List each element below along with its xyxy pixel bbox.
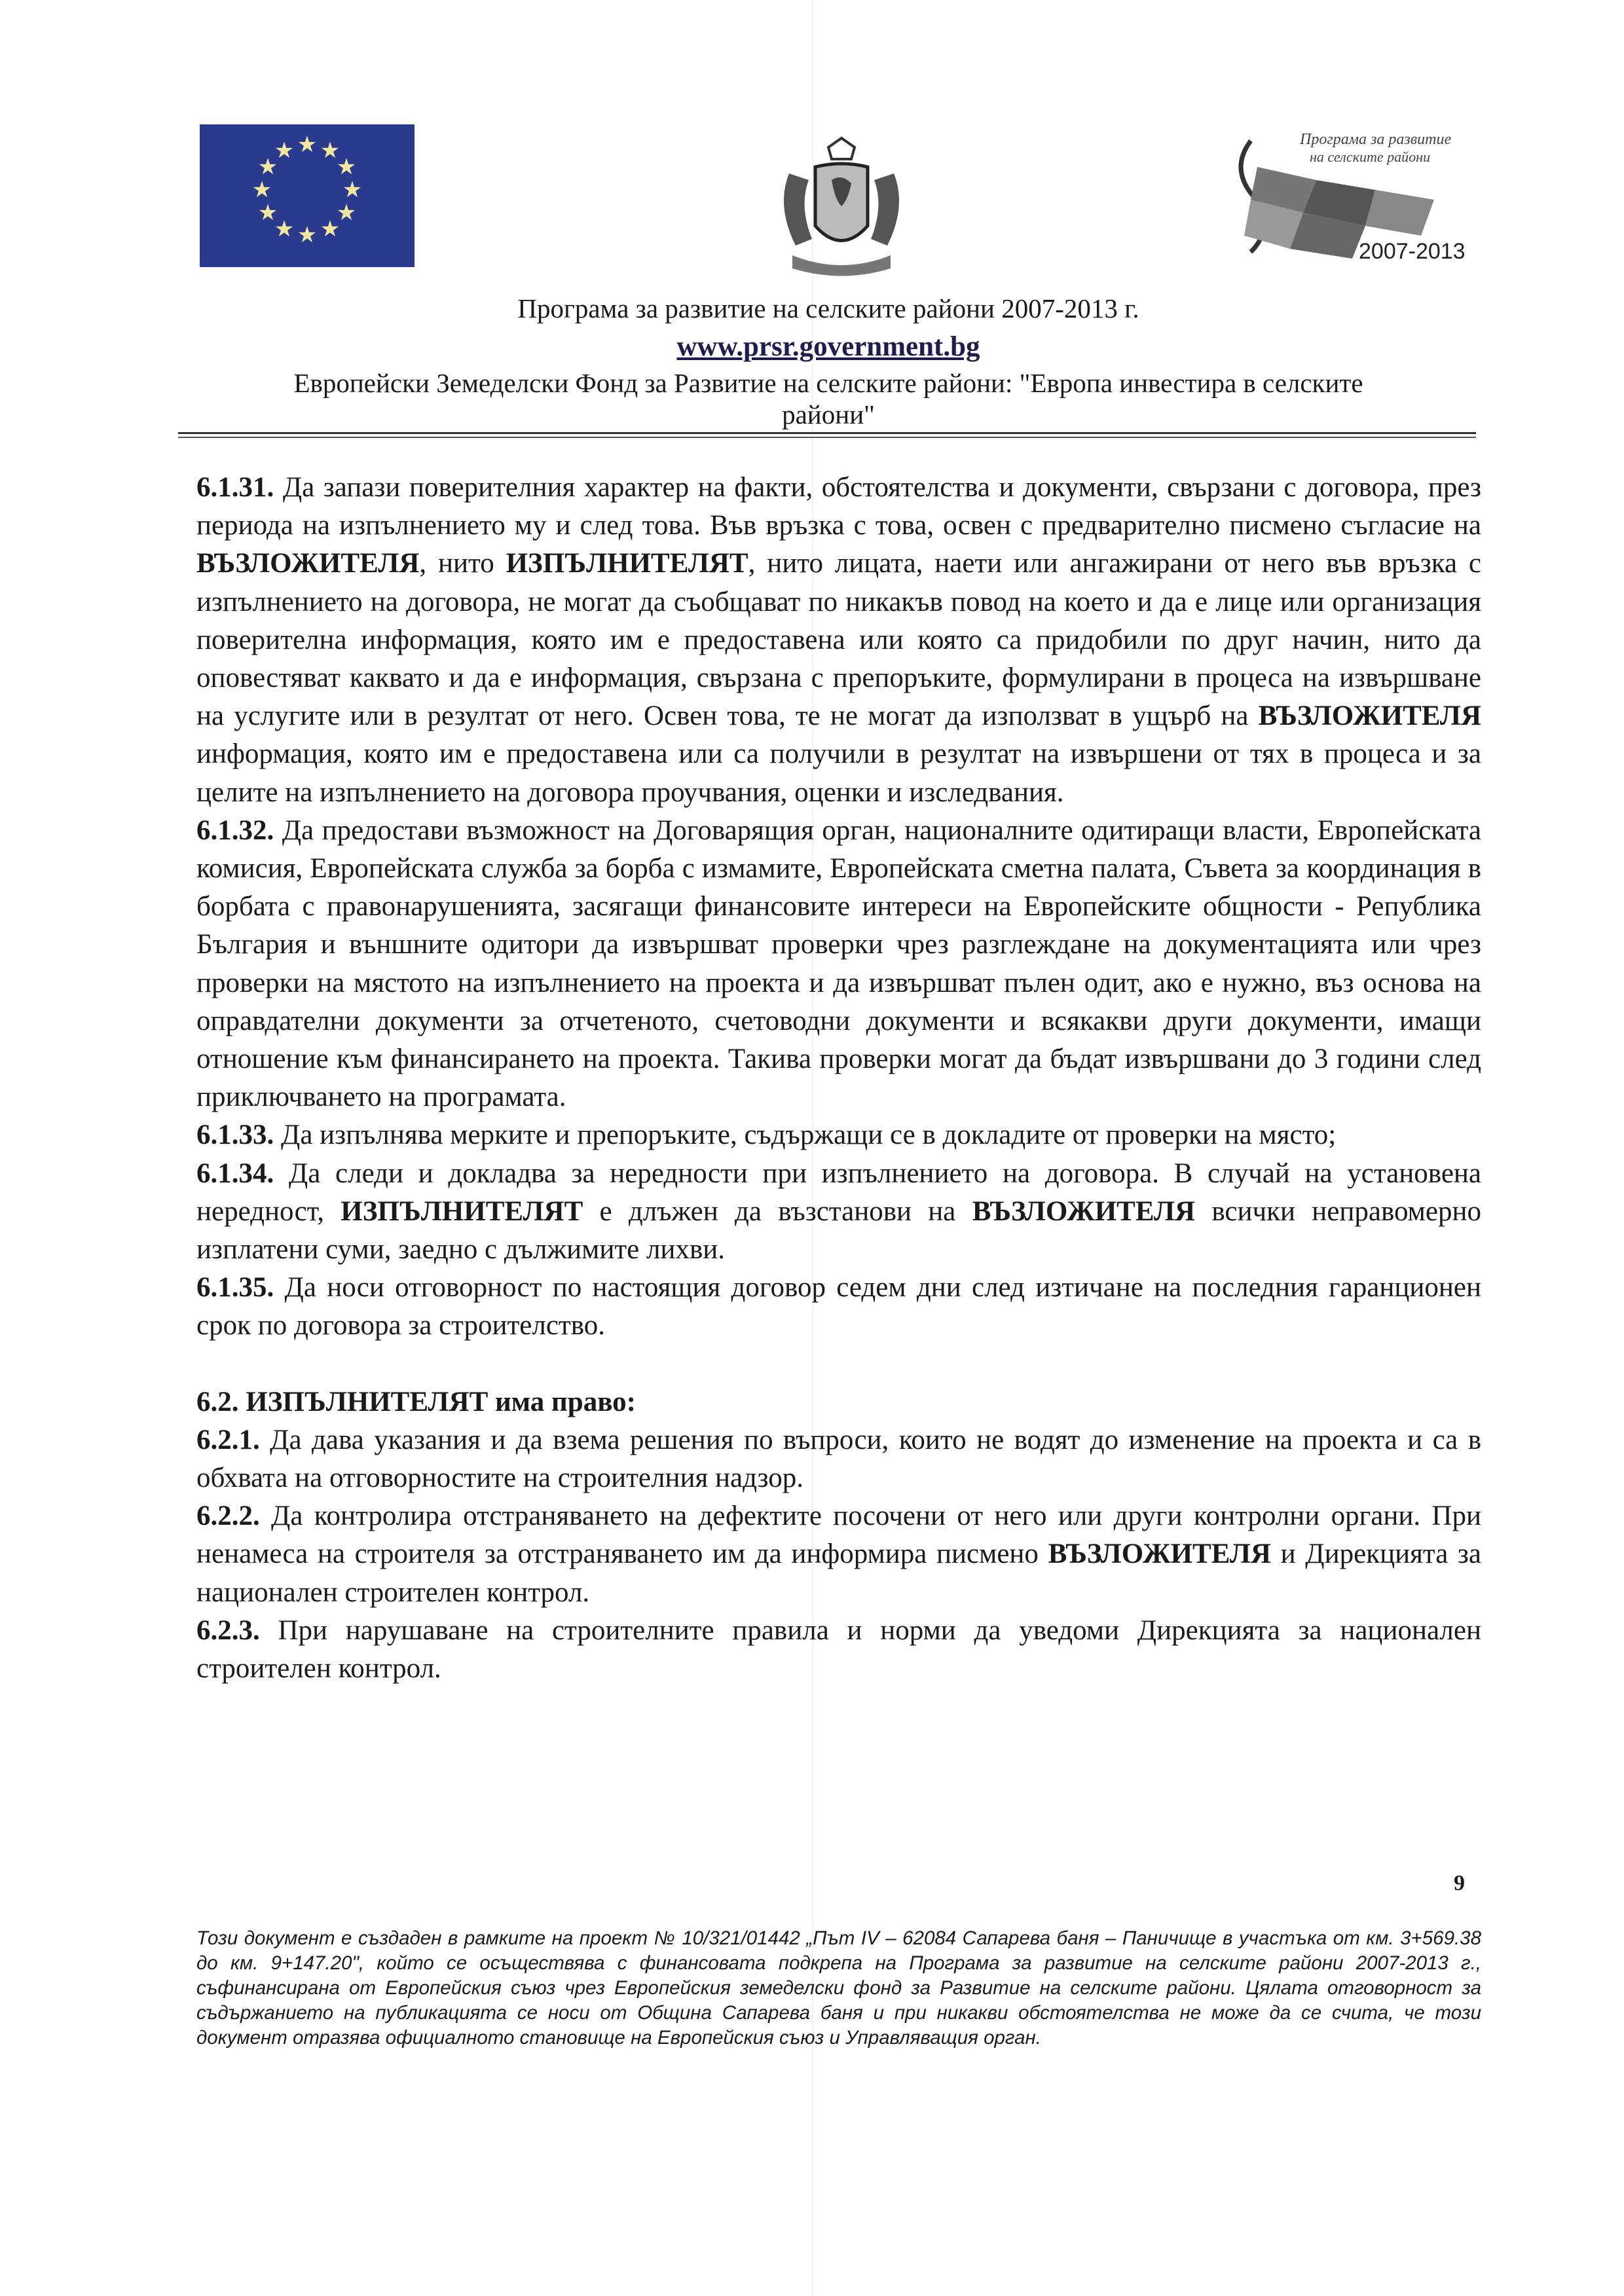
clause-paragraph	[196, 1612, 1481, 1688]
section-heading-6-2	[196, 1383, 1481, 1421]
footer-disclaimer: Този документ е създаден в рамките на проект № 10/321/01442 „Път IV – 62084 Сапарева баня – Паничище в участъка от км. 3+569.38 до км. 9+147.20", който се осъществява с финансовата подкрепа на Програма за развитие на селските райони 2007-2013 г., съфинансирана от Европейския съюз чрез Европейския земеделски фонд за Развитие на селските райони. Цялата отговорност за съдържанието на публикацията се носи от Община Сапарева баня и при никакви обстоятелства не може да се счита, че този документ отразява официалното становище на Европейския съюз и Управляващия орган.	[196, 1927, 1481, 2049]
clause-number: 6.1.35.	[196, 1272, 274, 1303]
clause-text: всички неправомерно изплатени суми, заедно с дължимите лихви.	[196, 1195, 1481, 1266]
rights-list	[196, 1421, 1481, 1688]
clause-paragraph	[196, 1155, 1481, 1269]
clause-paragraph	[196, 469, 1481, 812]
clause-number: 6.2.1.	[196, 1424, 260, 1455]
clause-paragraph	[196, 1269, 1481, 1345]
svg-text:★: ★	[297, 133, 318, 157]
coat-of-arms-icon	[769, 134, 913, 283]
clause-number: 6.2.2.	[196, 1501, 260, 1532]
program-url-link[interactable]: www.prsr.government.bg	[676, 331, 980, 362]
clause-number: 6.2.3.	[196, 1614, 260, 1646]
svg-text:★: ★	[251, 178, 272, 202]
section-number: 6.2.	[196, 1386, 239, 1417]
eu-flag-logo	[200, 124, 415, 267]
clause-number: 6.1.34.	[196, 1157, 274, 1189]
clause-number: 6.1.31.	[196, 472, 274, 503]
clause-text: , нито лицата, наети или ангажирани от него във връзка с изпълнението на договора, не могат да съобщават по никакъв повод на което и да е лице или организация поверителна информация, която им е предоставена или която са придобили по друг начин, нито да оповестяват каквато и да е информация, свързана с препоръките, формулирани в процеса на извършване на услугите или в резултат от него. Освен това, те не могат да използват в ущърб на	[196, 548, 1481, 732]
rdp-program-logo	[1225, 128, 1466, 268]
clause-text: , нито	[419, 548, 506, 579]
svg-text:★: ★	[320, 217, 341, 242]
clause-number: 6.1.32.	[196, 814, 274, 846]
header-rule-top	[178, 432, 1476, 434]
clause-party-name: ИЗПЪЛНИТЕЛЯТ	[341, 1195, 583, 1227]
obligations-list	[196, 469, 1481, 1345]
header-rule-bottom	[178, 437, 1476, 438]
program-title: Програма за развитие на селските райони 2007-2013 г.	[517, 293, 1139, 323]
svg-text:★: ★	[336, 201, 357, 225]
svg-text:★: ★	[274, 217, 295, 242]
coat-of-arms-logo	[769, 134, 913, 283]
clause-paragraph	[196, 812, 1481, 1117]
clause-party-name: ВЪЗЛОЖИТЕЛЯ	[1048, 1539, 1271, 1570]
svg-text:на селските райони: на селските райони	[1310, 149, 1431, 165]
svg-text:2007-2013: 2007-2013	[1359, 239, 1466, 264]
rdp-logo-icon	[1225, 128, 1466, 268]
clause-text: и Дирекцията за национален строителен контрол.	[196, 1539, 1481, 1608]
clause-text: Да изпълнява мерките и препоръките, съдържащи се в докладите от проверки на място;	[274, 1120, 1337, 1151]
clause-party-name: ИЗПЪЛНИТЕЛЯТ	[506, 548, 748, 579]
page-number: 9	[1454, 1871, 1465, 1895]
clause-paragraph	[196, 1421, 1481, 1497]
svg-text:★: ★	[274, 139, 295, 163]
clause-text: Да дава указания и да взема решения по въпроси, които не водят до изменение на проекта и са в обхвата на отговорностите на строителния надзор.	[196, 1424, 1481, 1494]
clause-text: информация, която им е предоставена или са получили в резултат на извършени от тях в процеса и за целите на изпълнението на договора проучвания, оценки и изследвания.	[196, 738, 1481, 808]
clause-text: е длъжен да възстанови на	[583, 1195, 972, 1227]
svg-text:★: ★	[336, 155, 357, 179]
section-heading-rest: има право:	[488, 1386, 636, 1417]
clause-text: Да контролира отстраняването на дефектите посочени от него или други контролни органи. При ненамеса на строителя за отстраняването им да информира писмено	[196, 1501, 1481, 1570]
fund-line-1: Европейски Земеделски Фонд за Развитие на селските райони: "Европа инвестира в селските	[293, 368, 1363, 398]
svg-text:★: ★	[297, 223, 318, 247]
fund-line-2: райони"	[782, 399, 875, 429]
svg-text:★: ★	[342, 178, 363, 202]
clause-text: Да следи и докладва за нередности при изпълнението на договора. В случай на установена нередност,	[196, 1157, 1481, 1227]
clause-text: При нарушаване на строителните правила и норми да уведоми Дирекцията за национален строителен контрол.	[196, 1614, 1481, 1685]
svg-text:★: ★	[257, 155, 278, 179]
clause-text: Да предостави възможност на Договарящия орган, националните одитиращи власти, Европейската комисия, Европейската служба за борба с измамите, Европейската сметна палата, Съвета за координация в борбата с правонарушенията, засягащи финансовите интереси на Европейските общности - Република България и външните одитори да извършват проверки чрез разглеждане на документацията или чрез проверки на мястото на изпълнението на проекта и да извършват пълен одит, ако е нужно, въз основа на оправдателни документи за отчетеното, счетоводни документи и всякакви други документи, имащи отношение към финансирането на проекта. Такива проверки могат да бъдат извършвани до 3 години след приключването на програмата.	[196, 814, 1481, 1113]
clause-paragraph	[196, 1116, 1481, 1154]
clause-party-name: ВЪЗЛОЖИТЕЛЯ	[1258, 701, 1481, 732]
section-heading-strong: ИЗПЪЛНИТЕЛЯТ	[246, 1386, 489, 1417]
clause-party-name: ВЪЗЛОЖИТЕЛЯ	[972, 1195, 1196, 1227]
eu-flag-icon	[200, 124, 415, 267]
clause-paragraph	[196, 1497, 1481, 1612]
section-gap	[196, 1345, 1481, 1383]
clause-party-name: ВЪЗЛОЖИТЕЛЯ	[196, 548, 420, 579]
clause-text: Да запази поверителния характер на факти, обстоятелства и документи, свързани с договора, през периода на изпълнението му и след това. Във връзка с това, освен с предварително писмено съгласие на	[196, 472, 1481, 541]
svg-text:Програма за развитие: Програма за развитие	[1300, 131, 1452, 148]
clause-text: Да носи отговорност по настоящия договор седем дни след изтичане на последния гаранционен срок по договора за строителство.	[196, 1272, 1481, 1341]
contract-body	[196, 469, 1481, 1688]
svg-text:★: ★	[257, 201, 278, 225]
svg-text:★: ★	[320, 139, 341, 163]
clause-number: 6.1.33.	[196, 1120, 274, 1151]
